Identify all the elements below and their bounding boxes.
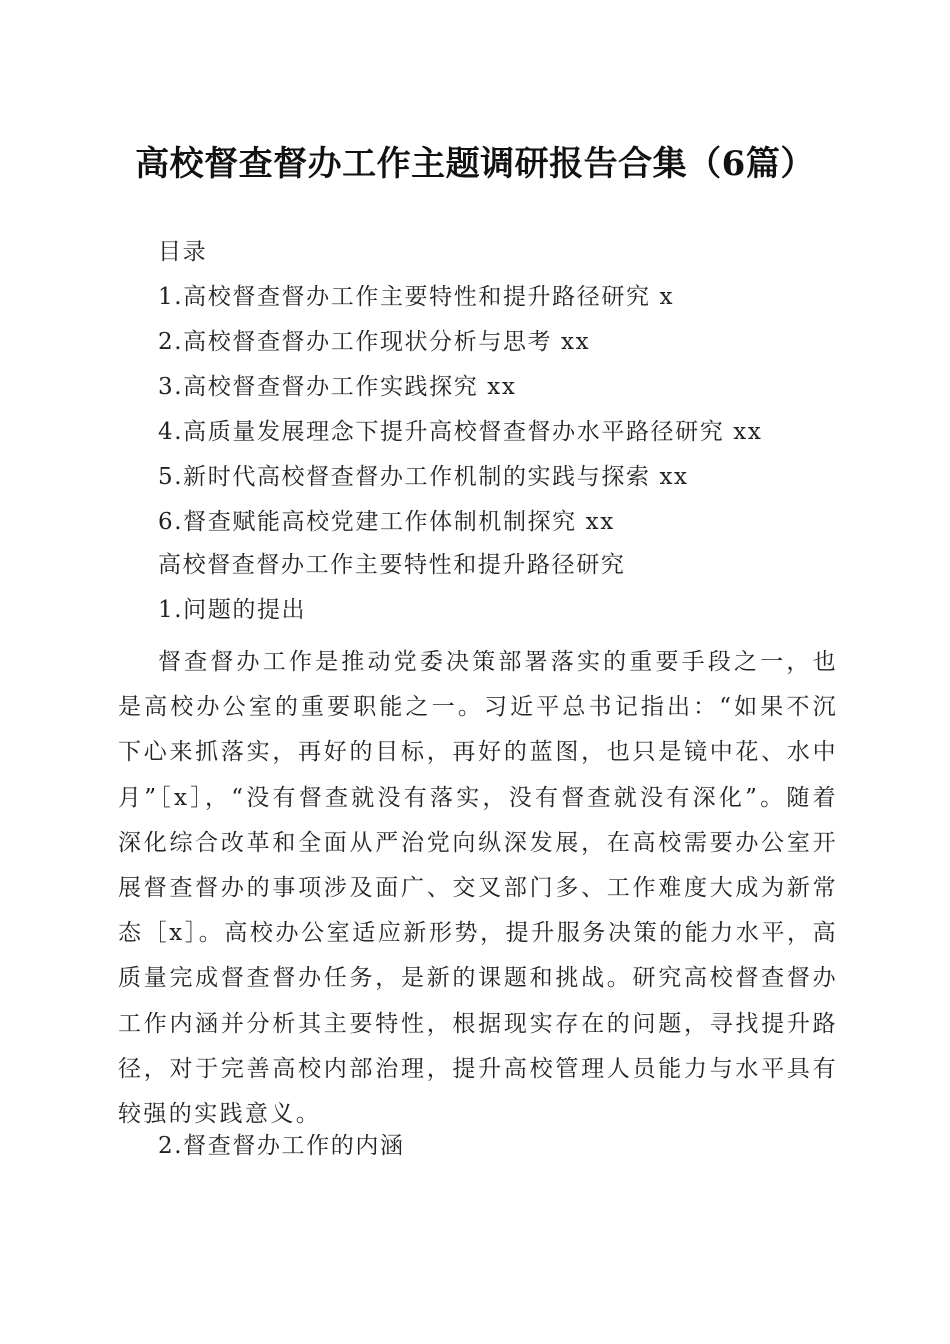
article-title: 高校督查督办工作主要特性和提升路径研究 [158, 552, 626, 578]
toc-item-3: 3.高校督查督办工作实践探究 xx [158, 374, 517, 400]
toc-heading: 目录 [158, 239, 208, 265]
section1-paragraph: 督查督办工作是推动党委决策部署落实的重要手段之一，也是高校办公室的重要职能之一。习近平总书记指出：“如果不沉下心来抓落实，再好的目标，再好的蓝图，也只是镜中花、水中月”［x］，“没有督查就没有落实，没有督查就没有深化”。随着深化综合改革和全面从严治党向纵深发展，在高校需要办公室开展督查督办的事项涉及面广、交叉部门多、工作难度大成为新常态［x］。高校办公室适应新形势，提升服务决策的能力水平，高质量完成督查督办任务，是新的课题和挑战。研究高校督查督办工作内涵并分析其主要特性，根据现实存在的问题，寻找提升路径，对于完善高校内部治理，提升高校管理人员能力与水平具有较强的实践意义。 [118, 649, 838, 1128]
toc-item-5: 5.新时代高校督查督办工作机制的实践与探索 xx [158, 464, 689, 490]
section2-heading: 2.督查督办工作的内涵 [158, 1133, 405, 1159]
toc-item-4: 4.高质量发展理念下提升高校督查督办水平路径研究 xx [158, 419, 763, 445]
toc-item-1: 1.高校督查督办工作主要特性和提升路径研究 x [158, 284, 675, 310]
toc-item-6: 6.督查赋能高校党建工作体制机制探究 xx [158, 509, 615, 535]
section1-heading: 1.问题的提出 [158, 597, 307, 623]
document-title: 高校督查督办工作主题调研报告合集（6篇） [135, 144, 815, 184]
toc-item-2: 2.高校督查督办工作现状分析与思考 xx [158, 329, 591, 355]
